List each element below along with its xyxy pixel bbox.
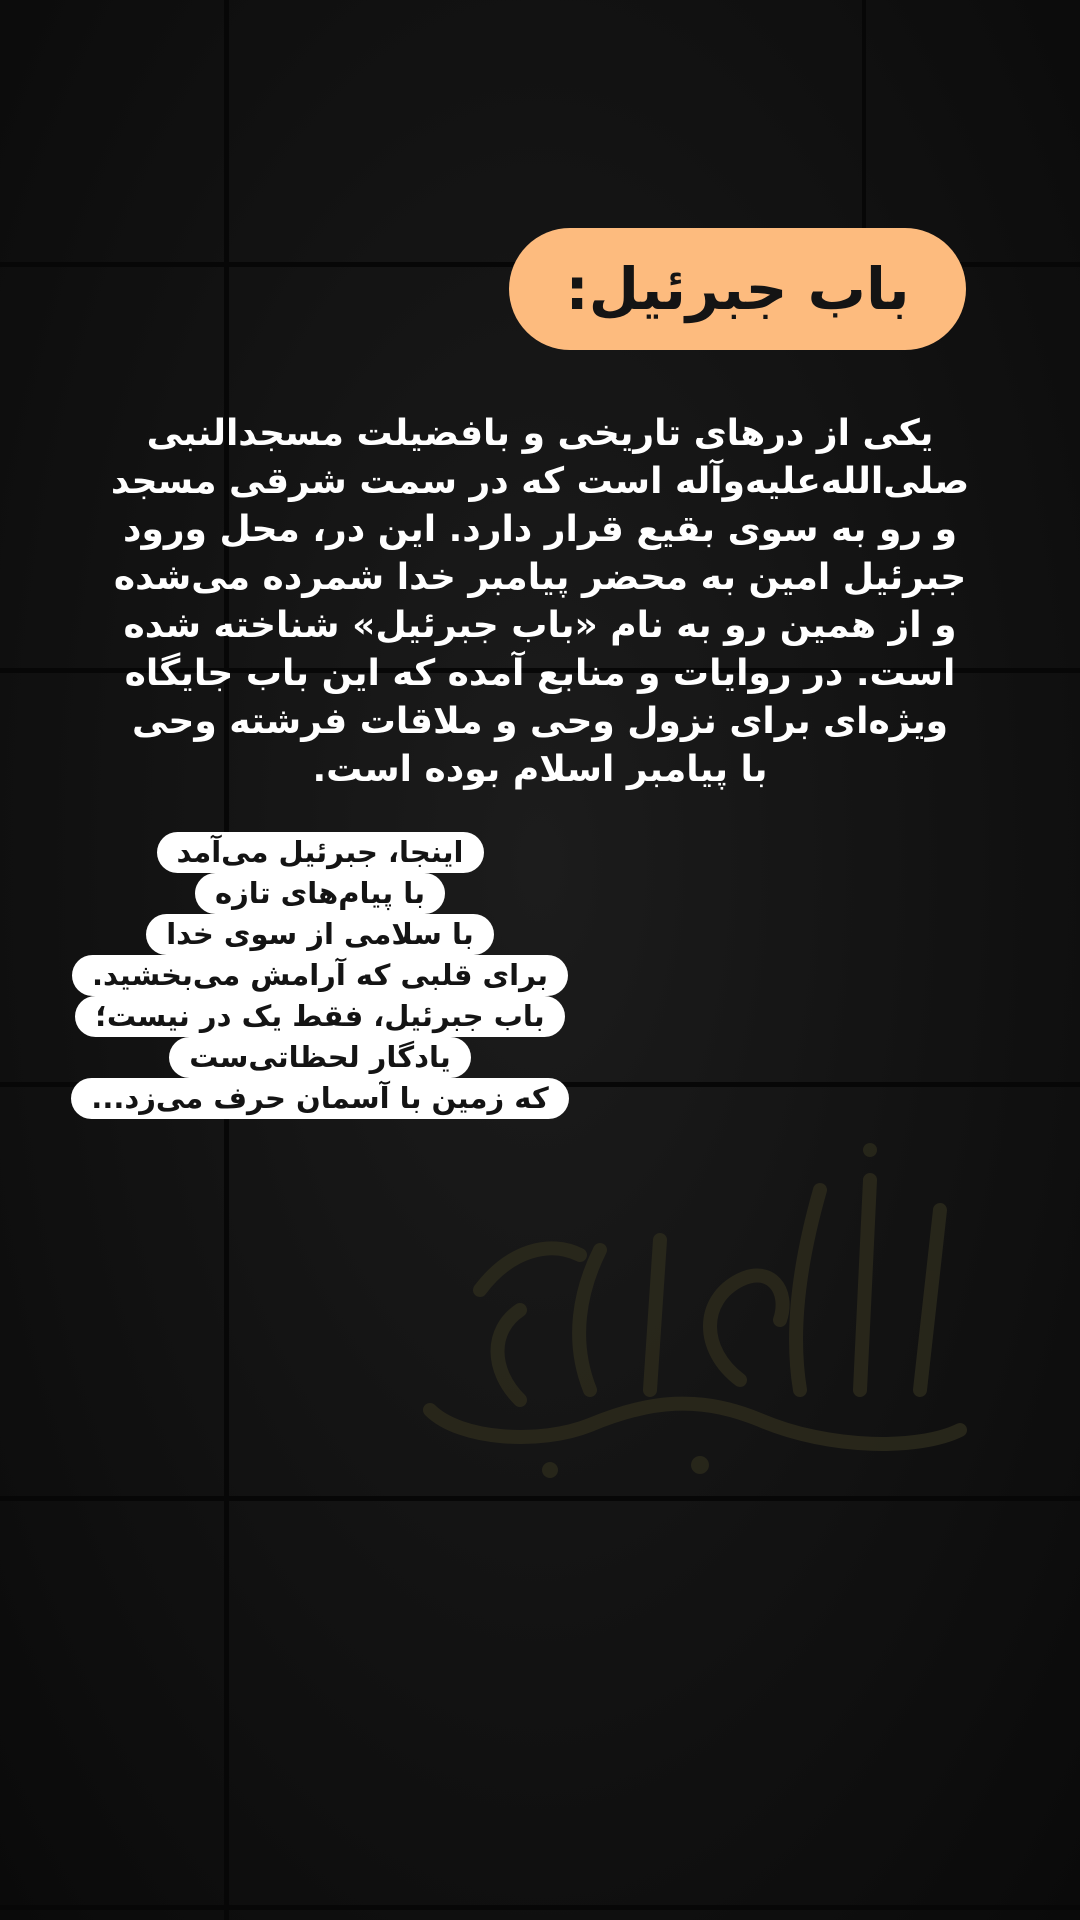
description-paragraph bbox=[78, 410, 1002, 794]
wall-joint bbox=[862, 0, 866, 262]
poem-line: برای قلبی که آرامش می‌بخشید. bbox=[72, 955, 568, 996]
paragraph-line: صلی‌الله‌علیه‌وآله است که در سمت شرقی مسجد bbox=[110, 461, 970, 502]
paragraph-line: است. در روایات و منابع آمده که این باب جایگاه bbox=[124, 653, 956, 694]
paragraph-line: ویژه‌ای برای نزول وحی و ملاقات فرشته وحی bbox=[131, 701, 949, 742]
paragraph-line: با پیامبر اسلام بوده است. bbox=[312, 749, 768, 790]
page-title: باب جبرئیل: bbox=[565, 255, 910, 323]
poem-line: اینجا، جبرئیل می‌آمد bbox=[157, 832, 484, 873]
paragraph-line: جبرئیل امین به محضر پیامبر خدا شمرده می‌شده bbox=[113, 557, 967, 598]
wall-joint bbox=[0, 1905, 1080, 1910]
calligraphy-watermark-icon bbox=[400, 1090, 1000, 1490]
title-badge bbox=[509, 228, 966, 350]
poem-block bbox=[66, 832, 574, 1119]
poem-line: باب جبرئیل، فقط یک در نیست؛ bbox=[75, 996, 564, 1037]
wall-joint bbox=[0, 1496, 1080, 1501]
paragraph-line: و از همین رو به نام «باب جبرئیل» شناخته شده bbox=[123, 605, 957, 646]
poem-line: با سلامی از سوی خدا bbox=[146, 914, 494, 955]
poem-line: یادگار لحظاتی‌ست bbox=[169, 1037, 471, 1078]
poem-line: که زمین با آسمان حرف می‌زد... bbox=[71, 1078, 568, 1119]
poem-line: با پیام‌های تازه bbox=[195, 873, 445, 914]
paragraph-line: و رو به سوی بقیع قرار دارد. این در، محل ورود bbox=[122, 509, 957, 550]
paragraph-line: یکی از درهای تاریخی و بافضیلت مسجدالنبی bbox=[146, 413, 934, 454]
